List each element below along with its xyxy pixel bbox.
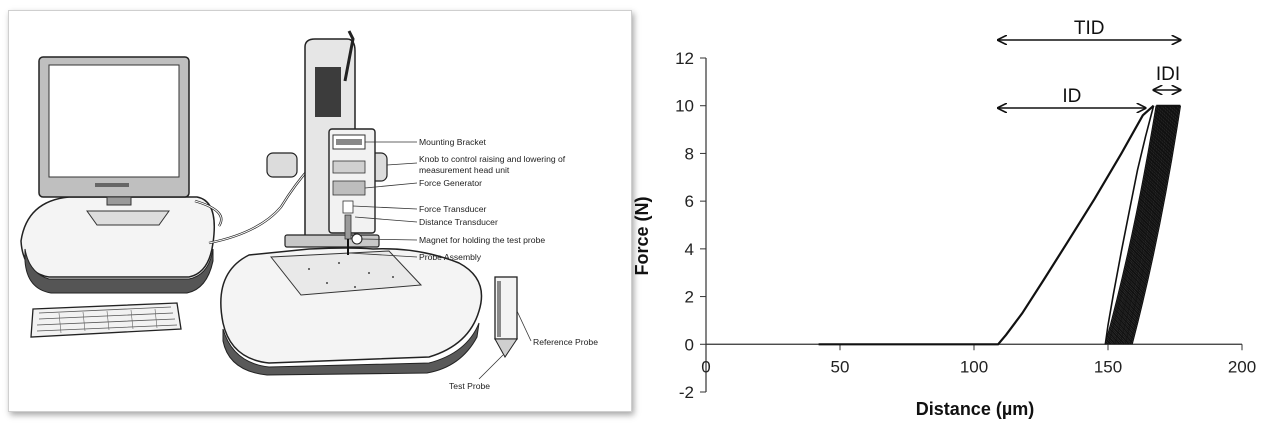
x-tick-label: 150 bbox=[1093, 357, 1123, 377]
instrument-illustration bbox=[9, 11, 631, 411]
callout-magnet: Magnet for holding the test probe bbox=[419, 235, 546, 245]
callout-mounting-bracket: Mounting Bracket bbox=[419, 137, 486, 147]
y-tick-label: 12 bbox=[675, 49, 694, 68]
chart-canvas bbox=[632, 0, 1280, 428]
callout-force-transducer: Force Transducer bbox=[419, 204, 487, 214]
y-tick-label: 10 bbox=[675, 96, 694, 116]
y-axis-title: Force (N) bbox=[632, 196, 652, 276]
callout-test-probe: Test Probe bbox=[449, 381, 491, 391]
y-tick-label: 4 bbox=[684, 239, 694, 259]
monitor bbox=[39, 57, 189, 205]
callout-reference-probe: Reference Probe bbox=[533, 337, 598, 347]
annotation-tid-label: TID bbox=[1073, 18, 1105, 39]
series-first-loading bbox=[819, 106, 1154, 345]
x-tick-label: 50 bbox=[830, 357, 850, 377]
x-tick-label: 0 bbox=[701, 357, 711, 377]
annotation-idi-label: IDI bbox=[1155, 64, 1181, 85]
instrument-diagram bbox=[8, 10, 632, 412]
callout-knob-line1: Knob to control raising and lowering of bbox=[419, 154, 566, 164]
force-distance-chart bbox=[632, 0, 1280, 428]
y-tick-label: 6 bbox=[684, 192, 694, 212]
measurement-stand bbox=[267, 31, 387, 255]
keyboard bbox=[31, 303, 181, 337]
x-tick-label: 200 bbox=[1227, 357, 1257, 377]
callout-distance-transducer: Distance Transducer bbox=[419, 217, 498, 227]
annotation-id-label: ID bbox=[1062, 86, 1082, 107]
y-tick-label: 2 bbox=[684, 287, 694, 307]
callout-probe-assembly: Probe Assembly bbox=[419, 252, 482, 262]
y-tick-label: 8 bbox=[684, 144, 694, 164]
y-tick-label: -2 bbox=[678, 383, 694, 402]
computer-base bbox=[21, 197, 214, 293]
callout-force-generator: Force Generator bbox=[419, 178, 483, 188]
y-tick-label: 0 bbox=[684, 335, 694, 355]
x-tick-label: 100 bbox=[959, 357, 989, 377]
x-axis-title: Distance (µm) bbox=[915, 399, 1035, 419]
callout-knob-line2: measurement head unit bbox=[419, 165, 510, 175]
foot-specimen bbox=[221, 248, 482, 375]
probe-pair bbox=[479, 277, 531, 379]
